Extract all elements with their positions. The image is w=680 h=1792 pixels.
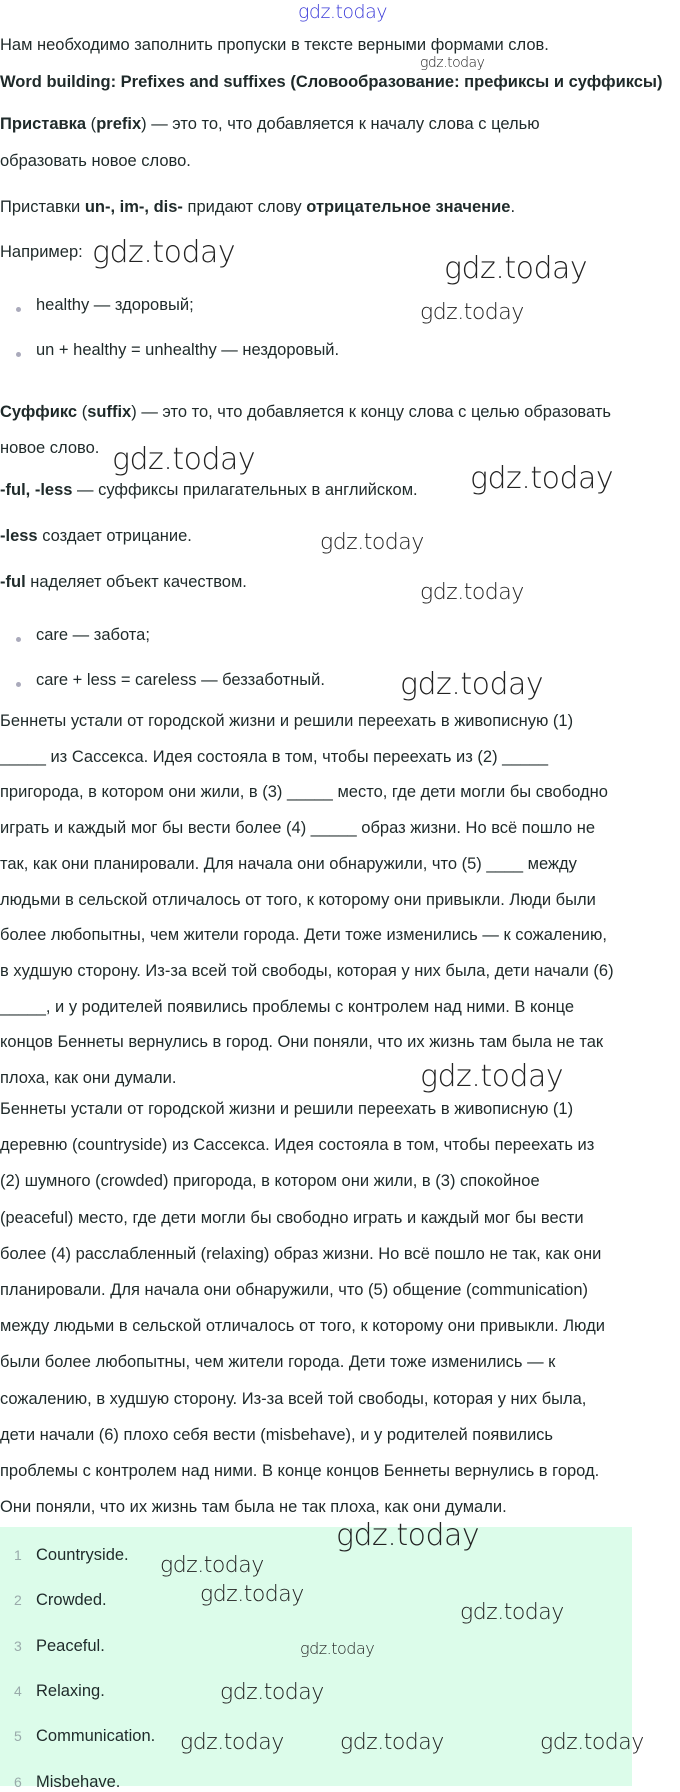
suffix-rest: ) — это то, что добавляется к концу слова с целью образовать: [131, 403, 611, 421]
suffix-en: suffix: [87, 403, 132, 421]
text-line: концов Беннеты вернулись в город. Они поняли, что их жизнь там была не так: [0, 1033, 604, 1052]
text-line: сожалению, в худшую сторону. Из-за всей той свободы, которая у них была,: [0, 1389, 587, 1408]
ful-less-bold: -ful, -less: [0, 481, 73, 499]
suffix-term: Суффикс: [0, 403, 78, 421]
text-line: проблемы с контролем над ними. В конце концов Беннеты вернулись в город.: [0, 1462, 600, 1480]
suffix-paren: (: [77, 403, 88, 421]
watermark: gdz.today: [420, 580, 524, 605]
suffix-definition: [0, 402, 611, 422]
less-bold: -less: [0, 527, 38, 545]
neg-pre: Приставки: [0, 198, 85, 216]
prefix-definition-cont: образовать новое слово.: [0, 152, 191, 170]
watermark: gdz.today: [336, 1518, 480, 1553]
text-line: были более любопытны, чем жители города. Дети тоже изменились — к: [0, 1353, 556, 1372]
negative-prefixes: [0, 197, 515, 217]
watermark: gdz.today: [112, 442, 256, 477]
answer-item: [14, 1545, 129, 1565]
answer-text: Peaceful.: [36, 1636, 105, 1655]
watermark-top: gdz.today: [298, 1, 387, 23]
ful-rest: наделяет объект качеством.: [25, 573, 247, 591]
answer-text: Relaxing.: [36, 1681, 105, 1700]
bullet-icon: [16, 307, 21, 312]
answer-item: [14, 1636, 105, 1656]
answer-number: 6: [14, 1773, 22, 1790]
bullet-icon: [16, 352, 21, 357]
text-line: людьми в сельской отличалось от того, к которому они привыкли. Люди были: [0, 890, 596, 909]
answer-item: [14, 1772, 120, 1792]
text-line: Беннеты устали от городской жизни и решили переехать в живописную (1): [0, 712, 574, 730]
list-item: healthy — здоровый;: [36, 296, 194, 314]
section-heading: [0, 72, 663, 92]
prefix-rest: ) — это то, что добавляется к началу слова с целью: [141, 115, 540, 133]
text-line: _____ из Сассекса. Идея состояла в том, чтобы переехать из (2) _____: [0, 747, 549, 766]
answer-number: 5: [14, 1728, 22, 1745]
watermark: gdz.today: [92, 235, 236, 270]
answer-number: 2: [14, 1592, 22, 1609]
text-line: деревню (countryside) из Сассекса. Идея состояла в том, чтобы переехать из: [0, 1136, 595, 1155]
text-line: дети начали (6) плохо себя вести (misbehave), и у родителей появились: [0, 1425, 554, 1444]
prefix-term: Приставка: [0, 115, 87, 133]
text-line: играть и каждый мог бы вести более (4) _____ образ жизни. Но всё пошло не: [0, 819, 596, 838]
text-line: _____, и у родителей появились проблемы с контролем над ними. В конце: [0, 997, 575, 1016]
neg-bold: отрицательное значение: [306, 198, 511, 216]
text-line: плоха, как они думали.: [0, 1069, 177, 1087]
answer-number: 3: [14, 1637, 22, 1654]
watermark: gdz.today: [470, 461, 614, 496]
bullet-icon: [16, 682, 21, 687]
neg-end: .: [510, 198, 516, 216]
text-line: пригорода, в котором они жили, в (3) _____ место, где дети могли бы свободно: [0, 783, 608, 802]
text-line: (2) шумного (crowded) пригорода, в котором они жили, в (3) спокойное: [0, 1172, 540, 1191]
watermark: gdz.today: [420, 1059, 564, 1094]
watermark: gdz.today: [444, 251, 588, 286]
watermark: gdz.today: [220, 1680, 324, 1705]
text-line: планировали. Для начала они обнаружили, что (5) общение (communication): [0, 1281, 589, 1299]
intro-text: Нам необходимо заполнить пропуски в тексте верными формами слов.: [0, 36, 549, 54]
list-item: care + less = careless — беззаботный.: [36, 671, 325, 689]
list-item: un + healthy = unhealthy — нездоровый.: [36, 341, 340, 359]
less-text: [0, 526, 192, 546]
answer-item: [14, 1590, 107, 1610]
answer-item: [14, 1726, 155, 1746]
text-line: между людьми в сельской отличалось от того, к которому они привыкли. Люди: [0, 1317, 605, 1336]
suffix-definition-cont: новое слово.: [0, 439, 100, 457]
answer-item: [14, 1681, 105, 1701]
list-item: care — забота;: [36, 626, 150, 644]
watermark: gdz.today: [320, 530, 424, 555]
text-line: Беннеты устали от городской жизни и решили переехать в живописную (1): [0, 1100, 574, 1118]
watermark: gdz.today: [540, 1730, 644, 1755]
answer-number: 1: [14, 1547, 22, 1563]
text-line: так, как они планировали. Для начала они обнаружили, что (5) ____ между: [0, 854, 577, 873]
answer-number: 4: [14, 1682, 22, 1699]
neg-mid: придают слову: [182, 198, 307, 216]
text-line: более любопытны, чем жители города. Дети тоже изменились — к сожалению,: [0, 926, 607, 945]
heading-text: Word building: Prefixes and suffixes (Словообразование: префиксы и суффиксы): [0, 73, 663, 91]
ful-less-rest: — суффиксы прилагательных в английском.: [72, 481, 418, 499]
bullet-icon: [16, 637, 21, 642]
answer-text: Crowded.: [36, 1591, 107, 1610]
answer-text: Countryside.: [36, 1546, 129, 1564]
watermark: gdz.today: [160, 1553, 264, 1578]
watermark: gdz.today: [420, 300, 524, 325]
prefix-definition: [0, 114, 540, 134]
watermark: gdz.today: [400, 667, 544, 702]
watermark: gdz.today: [180, 1730, 284, 1755]
answer-text: Misbehave.: [36, 1772, 121, 1791]
ful-text: [0, 572, 247, 592]
text-line: Они поняли, что их жизнь там была не так плоха, как они думали.: [0, 1498, 507, 1517]
watermark: gdz.today: [460, 1600, 564, 1625]
watermark: gdz.today: [420, 55, 485, 71]
watermark: gdz.today: [200, 1582, 304, 1607]
example-label: Например:: [0, 243, 83, 261]
text-line: в худшую сторону. Из-за всей той свободы, которая у них была, дети начали (6): [0, 961, 614, 980]
text-line: (peaceful) место, где дети могли бы свободно играть и каждый мог бы вести: [0, 1208, 584, 1227]
watermark: gdz.today: [340, 1730, 444, 1755]
text-line: более (4) расслабленный (relaxing) образ жизни. Но всё пошло не так, как они: [0, 1244, 602, 1263]
neg-prefixes: un-, im-, dis-: [84, 198, 183, 216]
less-rest: создает отрицание.: [37, 527, 192, 545]
ful-bold: -ful: [0, 573, 26, 591]
prefix-paren: (: [86, 115, 97, 133]
ful-less-text: [0, 480, 418, 500]
answer-text: Communication.: [36, 1727, 156, 1746]
watermark: gdz.today: [300, 1639, 375, 1658]
prefix-en: prefix: [96, 115, 142, 133]
